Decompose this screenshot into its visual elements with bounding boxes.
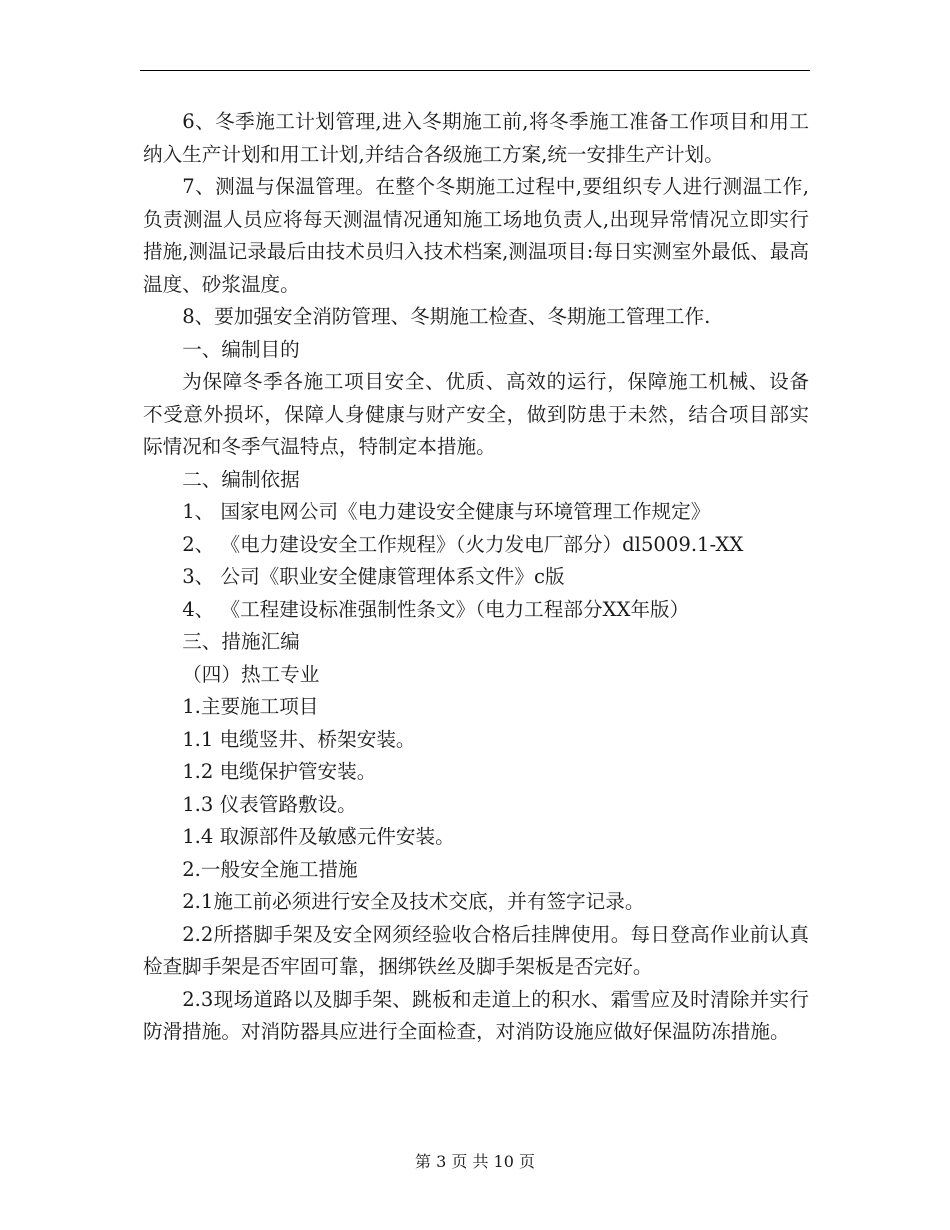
basis-item-1: 1、 国家电网公司《电力建设安全健康与环境管理工作规定》: [182, 500, 711, 523]
basis-item-4: 4、 《工程建设标准强制性条文》（电力工程部分XX年版）: [182, 597, 690, 621]
heading-main-items: 1.主要施工项目: [182, 695, 319, 718]
paragraph-safety: 8、要加强安全消防管理、冬期施工检查、冬期施工管理工作.: [182, 305, 711, 328]
heading-general-safety: 2.一般安全施工措施: [182, 857, 358, 881]
page-footer: [0, 1152, 950, 1172]
item-1-1: 1.1 电缆竖井、桥架安装。: [182, 727, 416, 751]
paragraph-winter-plan: 6、冬季施工计划管理,进入冬期施工前,将冬季施工准备工作项目和用工纳入生产计划和用工计划,并结合各级施工方案,统一安排生产计划。: [143, 110, 809, 166]
heading-purpose: 一、编制目的: [182, 337, 300, 361]
page-number: 第 3 页 共 10 页: [415, 1152, 535, 1171]
header-rule: [140, 70, 810, 71]
paragraph-temperature: 7、测温与保温管理。在整个冬期施工过程中,要组织专人进行测温工作,负责测温人员应将每天测温情况通知施工场地负责人,出现异常情况立即实行措施,测温记录最后由技术员归入技术档案,测温项目:每日实测室外最低、最高温度、砂浆温度。: [143, 175, 809, 296]
item-2-2: 2.2所搭脚手架及安全网须经验收合格后挂牌使用。每日登高作业前认真检查脚手架是否牢固可靠，捆绑铁丝及脚手架板是否完好。: [143, 922, 809, 978]
heading-measures: 三、措施汇编: [182, 630, 300, 653]
item-1-4: 1.4 取源部件及敏感元件安装。: [182, 825, 455, 848]
paragraph-purpose: 为保障冬季各施工项目安全、优质、高效的运行，保障施工机械、设备不受意外损坏，保障人身健康与财产安全，做到防患于未然，结合项目部实际情况和冬季气温特点，特制定本措施。: [143, 370, 809, 458]
document-body: [143, 106, 809, 1049]
item-1-3: 1.3 仪表管路敷设。: [182, 792, 357, 816]
basis-item-2: 2、 《电力建设安全工作规程》（火力发电厂部分）dl5009.1-XX: [182, 532, 744, 556]
item-2-1: 2.1施工前必须进行安全及技术交底，并有签字记录。: [182, 890, 645, 913]
item-2-3: 2.3现场道路以及脚手架、跳板和走道上的积水、霜雪应及时清除并实行防滑措施。对消防器具应进行全面检查，对消防设施应做好保温防冻措施。: [143, 987, 809, 1043]
heading-thermal: （四）热工专业: [182, 662, 320, 686]
item-1-2: 1.2 电缆保护管安装。: [182, 760, 377, 783]
basis-item-3: 3、 公司《职业安全健康管理体系文件》c版: [182, 565, 565, 588]
heading-basis: 二、编制依据: [182, 467, 300, 491]
